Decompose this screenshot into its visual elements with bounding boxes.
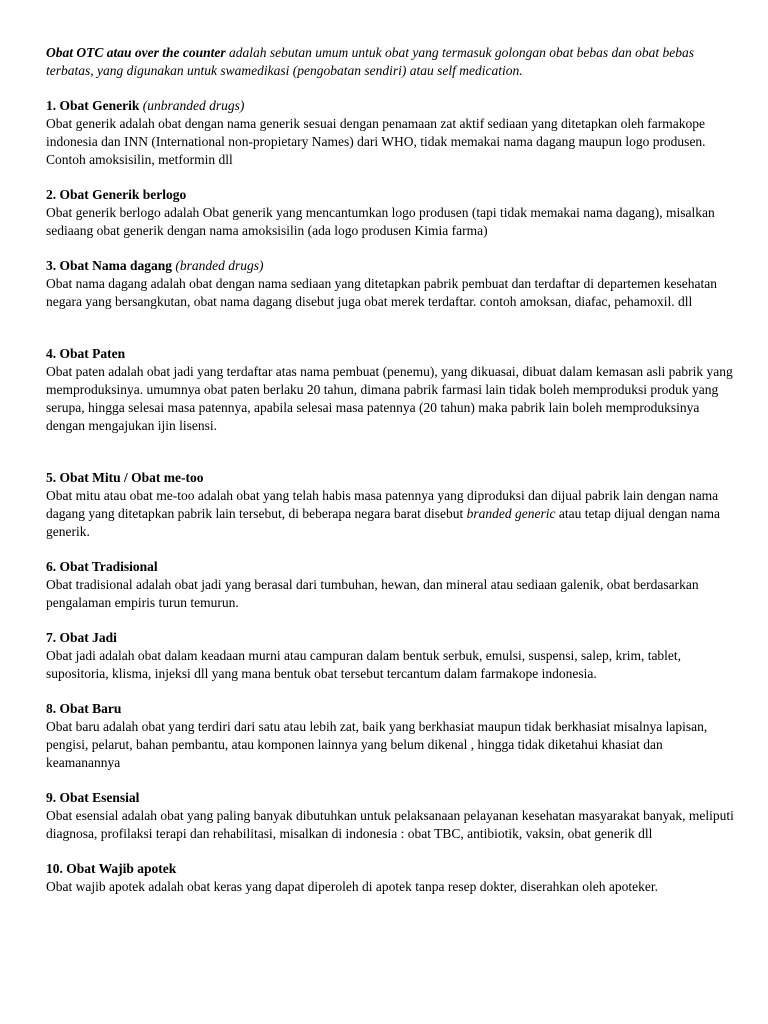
section-title: 8. Obat Baru [46, 701, 122, 716]
section-body: Obat generik berlogo adalah Obat generik yang mencantumkan logo produsen (tapi tidak memakai nama dagang), misalkan sediaang obat generik dengan nama amoksisilin (ada logo produsen Kimia farma) [46, 205, 715, 238]
section-subtitle: (branded drugs) [172, 258, 264, 273]
section-obat-generik-berlogo [46, 186, 736, 240]
section-body: Obat generik adalah obat dengan nama generik sesuai dengan penamaan zat aktif sediaan yang ditetapkan oleh farmakope indonesia dan INN (International non-propietary Names) dari WHO, tidak memakai nama dagang maupun logo produsen. Contoh amoksisilin, metformin dll [46, 116, 706, 167]
section-heading [46, 97, 736, 115]
section-body: Obat esensial adalah obat yang paling banyak dibutuhkan untuk pelaksanaan pelayanan kesehatan masyarakat banyak, meliputi diagnosa, profilaksi terapi dan rehabilitasi, misalkan di indonesia : obat TBC, antibiotik, vaksin, obat generik dll [46, 808, 734, 841]
section-title: 10. Obat Wajib apotek [46, 861, 177, 876]
section-title: 9. Obat Esensial [46, 790, 140, 805]
section-body: Obat jadi adalah obat dalam keadaan murni atau campuran dalam bentuk serbuk, emulsi, suspensi, salep, krim, tablet, supositoria, klisma, injeksi dll yang mana bentuk obat tersebut tercantum dalam farmakope indonesia. [46, 648, 682, 681]
section-heading [46, 257, 736, 275]
section-title: 1. Obat Generik [46, 98, 140, 113]
section-body-italic: branded generic [466, 506, 556, 521]
section-body: Obat tradisional adalah obat jadi yang berasal dari tumbuhan, hewan, dan mineral atau sediaan galenik, obat berdasarkan pengalaman empiris turun temurun. [46, 577, 699, 610]
section-obat-esensial [46, 789, 736, 843]
section-title: 4. Obat Paten [46, 346, 126, 361]
section-obat-jadi [46, 629, 736, 683]
section-obat-mitu [46, 469, 736, 541]
section-body: Obat paten adalah obat jadi yang terdaftar atas nama pembuat (penemu), yang dikuasai, dibuat dalam kemasan asli pabrik yang memproduksinya. umumnya obat paten berlaku 20 tahun, dimana pabrik farmasi lain tidak boleh memproduksi produk yang serupa, hingga selesai masa patennya, apabila selesai masa patennya (20 tahun) maka pabrik lain boleh memproduksinya dengan mengajukan ijin lisensi. [46, 364, 733, 433]
intro-term: Obat OTC atau over the counter [46, 45, 226, 60]
intro-text: adalah sebutan umum untuk obat yang termasuk golongan obat bebas dan obat bebas terbatas, yang digunakan untuk swamedikasi (pengobatan sendiri) atau self medication. [46, 45, 694, 78]
section-title: 3. Obat Nama dagang [46, 258, 173, 273]
section-body [46, 487, 736, 541]
section-obat-nama-dagang [46, 257, 736, 311]
section-obat-generik [46, 97, 736, 169]
section-title: 7. Obat Jadi [46, 630, 117, 645]
intro-paragraph [46, 44, 736, 80]
section-body: Obat wajib apotek adalah obat keras yang dapat diperoleh di apotek tanpa resep dokter, diserahkan oleh apoteker. [46, 879, 658, 894]
section-title: 2. Obat Generik berlogo [46, 187, 187, 202]
section-body: Obat baru adalah obat yang terdiri dari satu atau lebih zat, baik yang berkhasiat maupun tidak berkhasiat misalnya lapisan, pengisi, pelarut, bahan pembantu, atau komponen lainnya yang belum dikenal , hingga tidak diketahui khasiat dan keamanannya [46, 719, 708, 770]
section-title: 6. Obat Tradisional [46, 559, 158, 574]
section-subtitle: (unbranded drugs) [139, 98, 245, 113]
section-body-post: atau tetap dijual dengan nama generik. [46, 506, 721, 539]
section-obat-baru [46, 700, 736, 772]
section-body: Obat nama dagang adalah obat dengan nama sediaan yang ditetapkan pabrik pembuat dan terdaftar di departemen kesehatan negara yang bersangkutan, obat nama dagang disebut juga obat merek terdaftar. contoh amoksan, diafac, pehamoxil. dll [46, 276, 717, 309]
section-title: 5. Obat Mitu / Obat me-too [46, 470, 204, 485]
section-obat-paten [46, 345, 736, 435]
section-body-pre: Obat mitu atau obat me-too adalah obat yang telah habis masa patennya yang diproduksi dan dijual pabrik lain dengan nama dagang yang ditetapkan pabrik lain tersebut, di beberapa negara barat disebut [46, 488, 719, 521]
section-obat-wajib-apotek [46, 860, 736, 896]
section-obat-tradisional [46, 558, 736, 612]
document-page [46, 44, 736, 913]
